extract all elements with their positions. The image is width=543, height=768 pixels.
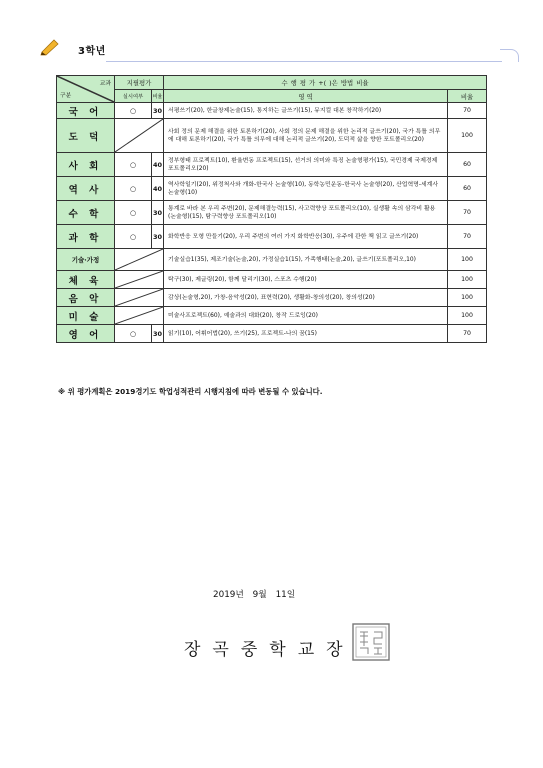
jiphil-mark: ○: [115, 201, 152, 225]
issue-date: 2019년 9월 11일: [213, 590, 296, 600]
header-line-tail: [500, 49, 519, 62]
jiphil-weight: 30: [152, 325, 164, 343]
corner-label-category: 구분: [60, 93, 72, 99]
header-performance-eval: 수 행 평 가 +( )은 방법 비율: [164, 76, 487, 90]
jiphil-mark: ○: [115, 103, 152, 119]
no-jiphil-cell: [115, 271, 164, 289]
jiphil-weight: 40: [152, 177, 164, 201]
table-row: [57, 249, 487, 271]
footnote: ※ 위 평가계획은 2019경기도 학업성적관리 시행지침에 따라 변동될 수 있습니다.: [58, 387, 323, 396]
subject-cell: 음 악: [57, 289, 115, 307]
subject-cell: 영 어: [57, 325, 115, 343]
performance-ratio: 60: [448, 153, 487, 177]
table-row: [57, 307, 487, 325]
no-jiphil-diagonal: [115, 289, 163, 306]
performance-ratio: 100: [448, 119, 487, 153]
table-row: [57, 225, 487, 249]
performance-area: 정부형태 프로젝트(10), 환율변동 프로젝트(15), 선거의 의미와 특징 논술형평가(15), 국민경제 국제경제 포트폴리오(20): [164, 153, 448, 177]
header-sil: 실시여부: [115, 90, 152, 103]
table-row: [57, 201, 487, 225]
performance-area: 화학반응 모형 만들기(20), 우리 주변의 여러 가지 화학반응(30), 우주에 관한 책 읽고 글쓰기(20): [164, 225, 448, 249]
no-jiphil-cell: [115, 249, 164, 271]
table-row: [57, 119, 487, 153]
performance-area: 미술사프로젝트(60), 예술과의 대화(20), 창작 드로잉(20): [164, 307, 448, 325]
performance-ratio: 60: [448, 177, 487, 201]
subject-cell: 국 어: [57, 103, 115, 119]
performance-ratio: 70: [448, 225, 487, 249]
table-row: [57, 153, 487, 177]
no-jiphil-diagonal: [115, 249, 163, 270]
performance-area: 감상(논술형,20), 가창-음악성(20), 표현력(20), 생활화-창의성(20), 창의성(20): [164, 289, 448, 307]
performance-ratio: 100: [448, 289, 487, 307]
header-area: 영 역: [164, 90, 448, 103]
table-row: [57, 103, 487, 119]
performance-ratio: 70: [448, 103, 487, 119]
subject-cell: 도 덕: [57, 119, 115, 153]
no-jiphil-diagonal: [115, 271, 163, 288]
grade-header: [40, 36, 500, 62]
jiphil-weight: 30: [152, 103, 164, 119]
jiphil-weight: 40: [152, 153, 164, 177]
header-jiphil: 지필평가: [115, 76, 164, 90]
jiphil-weight: 30: [152, 201, 164, 225]
grade-title: 3학년: [78, 46, 106, 57]
no-jiphil-cell: [115, 307, 164, 325]
table-row: [57, 325, 487, 343]
school-seal-icon: [351, 622, 391, 662]
subject-cell: 체 육: [57, 271, 115, 289]
performance-ratio: 100: [448, 271, 487, 289]
header-weight: 비율: [152, 90, 164, 103]
subject-cell: 사 회: [57, 153, 115, 177]
performance-area: 서평쓰기(20), 한글창제논술(15), 통지하는 글쓰기(15), 뮤지컬 대본 창작하기(20): [164, 103, 448, 119]
corner-header-cell: [57, 76, 115, 103]
jiphil-mark: ○: [115, 153, 152, 177]
performance-area: 사회 정의 문제 해결을 위한 토론하기(20), 사회 정의 문제 해결을 위한 논리적 글쓰기(20), 국가 특틀 의무에 대해 토론하기(20), 국가 특틀 의무에 대해 논리적 글쓰기(20), 도덕적 삶을 향한 포트폴리오(20): [164, 119, 448, 153]
corner-label-subject: 교과: [99, 81, 111, 87]
performance-ratio: 100: [448, 307, 487, 325]
table-row: [57, 271, 487, 289]
subject-cell: 과 학: [57, 225, 115, 249]
performance-area: 탁구(30), 제글링(20), 함께 달리기(30), 스포츠 수행(20): [164, 271, 448, 289]
performance-area: 읽기(10), 어휘어법(20), 쓰기(25), 프로젝트-나의 꿈(15): [164, 325, 448, 343]
no-jiphil-diagonal: [115, 119, 163, 152]
jiphil-mark: ○: [115, 325, 152, 343]
performance-area: 역사학일기(20), 위정척사와 개화-한국사 논술형(10), 동학농민운동-한국사 논술형(20), 산업혁명-세계사 논술형(10): [164, 177, 448, 201]
performance-ratio: 70: [448, 325, 487, 343]
no-jiphil-cell: [115, 119, 164, 153]
jiphil-mark: ○: [115, 177, 152, 201]
pencil-icon: [40, 38, 60, 56]
performance-ratio: 70: [448, 201, 487, 225]
performance-area: 통계로 바라 본 우리 주변(20), 문제해결능력(15), 사고력향상 포트폴리오(10), 실생활 속의 삼각비 활용(논술형)(15), 탐구력향상 포트폴리오(10): [164, 201, 448, 225]
evaluation-table: [56, 75, 487, 343]
no-jiphil-diagonal: [115, 307, 163, 324]
table-row: [57, 177, 487, 201]
subject-cell: 수 학: [57, 201, 115, 225]
header-underline: [106, 61, 502, 62]
subject-cell: 미 술: [57, 307, 115, 325]
school-principal-name: 장곡중학교장: [184, 640, 355, 660]
header-ratio: 비율: [448, 90, 487, 103]
table-row: [57, 289, 487, 307]
jiphil-weight: 30: [152, 225, 164, 249]
subject-cell: 역 사: [57, 177, 115, 201]
subject-cell: 기술·가정: [57, 249, 115, 271]
no-jiphil-cell: [115, 289, 164, 307]
jiphil-mark: ○: [115, 225, 152, 249]
performance-ratio: 100: [448, 249, 487, 271]
performance-area: 기술실습1(35), 제조기술(논술,20), 가정실습1(15), 가족행태(논술,20), 글쓰기(포트폴리오,10): [164, 249, 448, 271]
